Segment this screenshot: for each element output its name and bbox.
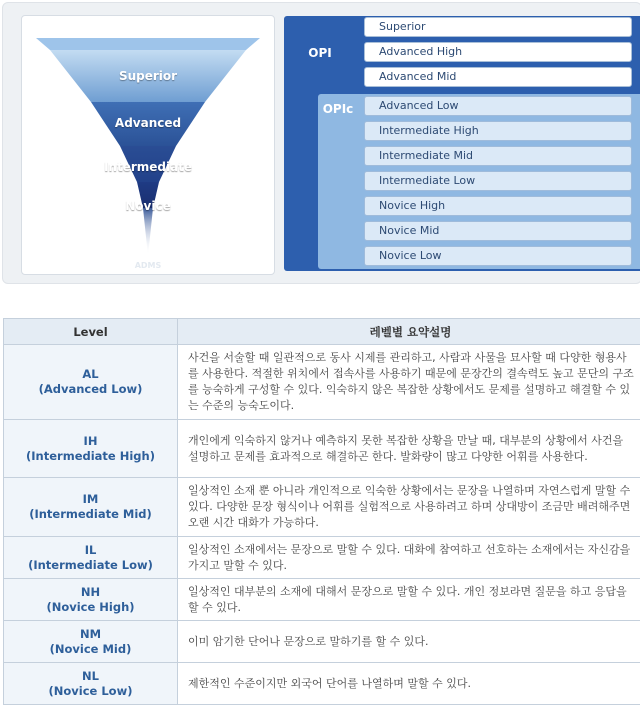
- pyramid-graphic: [22, 16, 274, 274]
- level-overview-panel: [2, 2, 640, 284]
- grade-advanced-mid: Advanced Mid: [364, 67, 632, 87]
- level-name: (Intermediate Mid): [29, 507, 152, 521]
- description-column-header: 레벨별 요약설명: [178, 319, 640, 345]
- grade-novice-low: Novice Low: [364, 246, 632, 266]
- level-code: AL: [82, 367, 99, 381]
- pyramid-label-advanced: Advanced: [114, 116, 182, 130]
- grade-intermediate-low: Intermediate Low: [364, 171, 632, 191]
- level-code: IM: [82, 492, 99, 506]
- level-code: IL: [84, 542, 97, 557]
- level-name: (Intermediate High): [26, 448, 155, 463]
- table-header-row: [4, 319, 640, 345]
- level-name: (Novice Low): [48, 683, 133, 698]
- level-name: (Novice High): [46, 599, 135, 614]
- pyramid-label-novice: Novice: [125, 199, 171, 213]
- level-pyramid: [21, 15, 275, 275]
- pyramid-label-intermediate: Intermediate: [103, 160, 193, 174]
- level-name: (Advanced Low): [38, 382, 143, 396]
- level-cell: [4, 537, 178, 579]
- opic-label: OPIc: [322, 102, 354, 116]
- table-row: [4, 345, 640, 420]
- level-description: 개인에게 익숙하지 않거나 예측하지 못한 복잡한 상황을 만날 때, 대부분의 상황에서 사건을 설명하고 문제를 효과적으로 해결하곤 한다. 발화량이 많고 다양한 어휘를 사용한다.: [178, 420, 640, 478]
- level-description: 일상적인 대부분의 소재에 대해서 문장으로 말할 수 있다. 개인 정보라면 질문을 하고 응답을 할 수 있다.: [178, 579, 640, 621]
- level-description: 일상적인 소재 뿐 아니라 개인적으로 익숙한 상황에서는 문장을 나열하며 자연스럽게 말할 수 있다. 다양한 문장 형식이나 어휘를 실험적으로 사용하려고 하며 상대방이 조금만 배려해주면 오랜 시간 대화가 가능하다.: [178, 478, 640, 537]
- grade-intermediate-mid: Intermediate Mid: [364, 146, 632, 166]
- grade-advanced-low: Advanced Low: [364, 96, 632, 116]
- level-code: NL: [82, 668, 99, 683]
- pyramid-faded-label: ADMS: [134, 261, 162, 270]
- grade-advanced-high: Advanced High: [364, 42, 632, 62]
- grade-novice-high: Novice High: [364, 196, 632, 216]
- grade-superior: Superior: [364, 17, 632, 37]
- level-description: 일상적인 소재에서는 문장으로 말할 수 있다. 대화에 참여하고 선호하는 소재에서는 자신감을 가지고 말할 수 있다.: [178, 537, 640, 579]
- level-description: 사건을 서술할 때 일관적으로 동사 시제를 관리하고, 사람과 사물을 묘사할 때 다양한 형용사를 사용한다. 적절한 위치에서 접속사를 사용하기 때문에 문장간의 결속력도 높고 문단의 구조를 능숙하게 구성할 수 있다. 익숙하지 않은 복잡한 상황에서도 문제를 설명하고 해결할 수 있는 수준의 능숙도이다.: [178, 345, 640, 420]
- grade-intermediate-high: Intermediate High: [364, 121, 632, 141]
- level-cell: [4, 621, 178, 663]
- level-code: NM: [79, 626, 102, 641]
- level-code: IH: [83, 433, 98, 448]
- pyramid-tip: [143, 208, 153, 256]
- opi-label: OPI: [308, 46, 332, 60]
- level-column-header: Level: [4, 319, 178, 345]
- pyramid-top-face: [36, 38, 260, 50]
- level-cell: [4, 345, 178, 420]
- level-name: (Novice Mid): [49, 641, 132, 656]
- level-cell: [4, 478, 178, 537]
- table-row: [4, 579, 640, 621]
- level-name: (Intermediate Low): [28, 557, 153, 572]
- table-row: [4, 621, 640, 663]
- grade-novice-mid: Novice Mid: [364, 221, 632, 241]
- level-description: 이미 암기한 단어나 문장으로 말하기를 할 수 있다.: [178, 621, 640, 663]
- table-row: [4, 537, 640, 579]
- table-row: [4, 478, 640, 537]
- level-cell: [4, 663, 178, 705]
- level-cell: [4, 420, 178, 478]
- table-row: [4, 420, 640, 478]
- level-summary-table: [3, 318, 640, 705]
- pyramid-label-superior: Superior: [118, 69, 178, 83]
- table-row: [4, 663, 640, 705]
- level-code: NH: [80, 584, 101, 599]
- level-description: 제한적인 수준이지만 외국어 단어를 나열하며 말할 수 있다.: [178, 663, 640, 705]
- opi-grade-panel: [284, 16, 640, 271]
- level-cell: [4, 579, 178, 621]
